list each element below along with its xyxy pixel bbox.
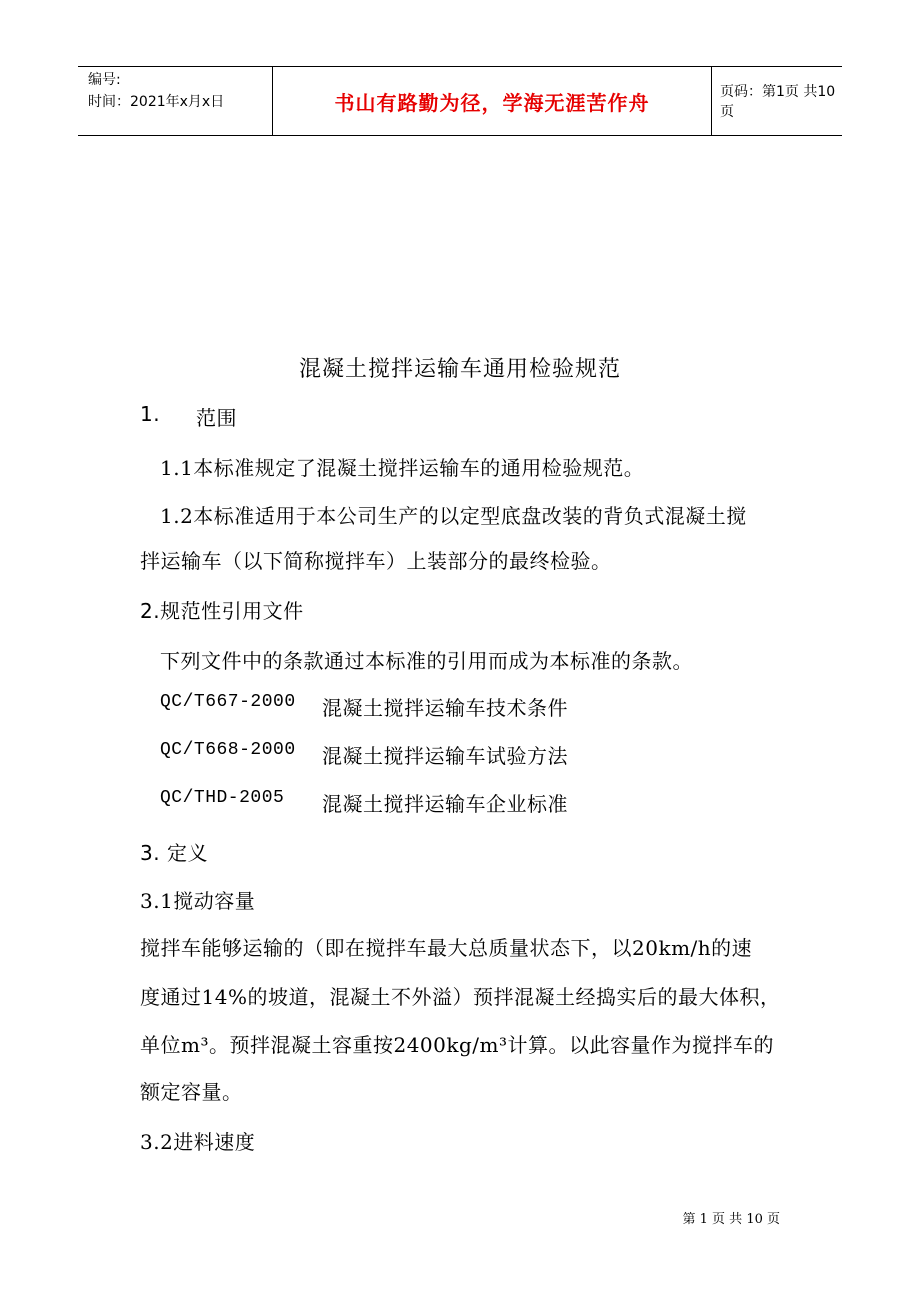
ref-name: 混凝土搅拌运输车试验方法 — [322, 744, 568, 768]
motto-text: 书山有路勤为径，学海无涯苦作舟 — [334, 90, 650, 115]
subsection-3-1-heading: 3.1搅动容量 — [140, 889, 256, 913]
page-footer: 第 1 页 共 10 页 — [682, 1212, 780, 1227]
section1-heading: 范围 — [196, 406, 237, 430]
subsection-3-2-heading: 3.2进料速度 — [140, 1130, 256, 1154]
section1-number: 1. — [140, 402, 161, 426]
ref-name: 混凝土搅拌运输车技术条件 — [322, 696, 568, 720]
section2-intro: 下列文件中的条款通过本标准的引用而成为本标准的条款。 — [160, 649, 693, 673]
definition-line: 额定容量。 — [140, 1080, 243, 1104]
definition-line: 度通过14%的坡道，混凝土不外溢）预拌混凝土经捣实后的最大体积， — [140, 985, 781, 1009]
number-label: 编号: — [88, 72, 121, 88]
definition-line: 单位m³。预拌混凝土容重按2400kg/m³计算。以此容量作为搅拌车的 — [140, 1033, 775, 1057]
paragraph-1-2-line1: 1.2本标准适用于本公司生产的以定型底盘改装的背负式混凝土搅 — [160, 504, 747, 528]
section2-heading: 2.规范性引用文件 — [140, 599, 304, 623]
paragraph-1-2-line2: 拌运输车（以下简称搅拌车）上装部分的最终检验。 — [140, 549, 612, 573]
page-title: 混凝土搅拌运输车通用检验规范 — [298, 357, 621, 382]
ref-code: QC/THD-2005 — [160, 788, 285, 808]
ref-code: QC/T668-2000 — [160, 740, 296, 760]
section3-heading: 3. 定义 — [140, 841, 208, 865]
ref-name: 混凝土搅拌运输车企业标准 — [322, 792, 568, 816]
header-left-cell — [78, 67, 272, 135]
ref-code: QC/T667-2000 — [160, 692, 296, 712]
header-page-info: 页码：第1页 共10页 — [720, 84, 836, 120]
paragraph-1-1: 1.1本标准规定了混凝土搅拌运输车的通用检验规范。 — [160, 456, 645, 480]
definition-line: 搅拌车能够运输的（即在搅拌车最大总质量状态下，以20km/h的速 — [140, 936, 753, 960]
header-motto-cell — [272, 67, 712, 135]
document-header — [78, 66, 842, 136]
time-label: 时间：2021年x月x日 — [88, 94, 225, 110]
header-page-cell — [712, 67, 842, 135]
